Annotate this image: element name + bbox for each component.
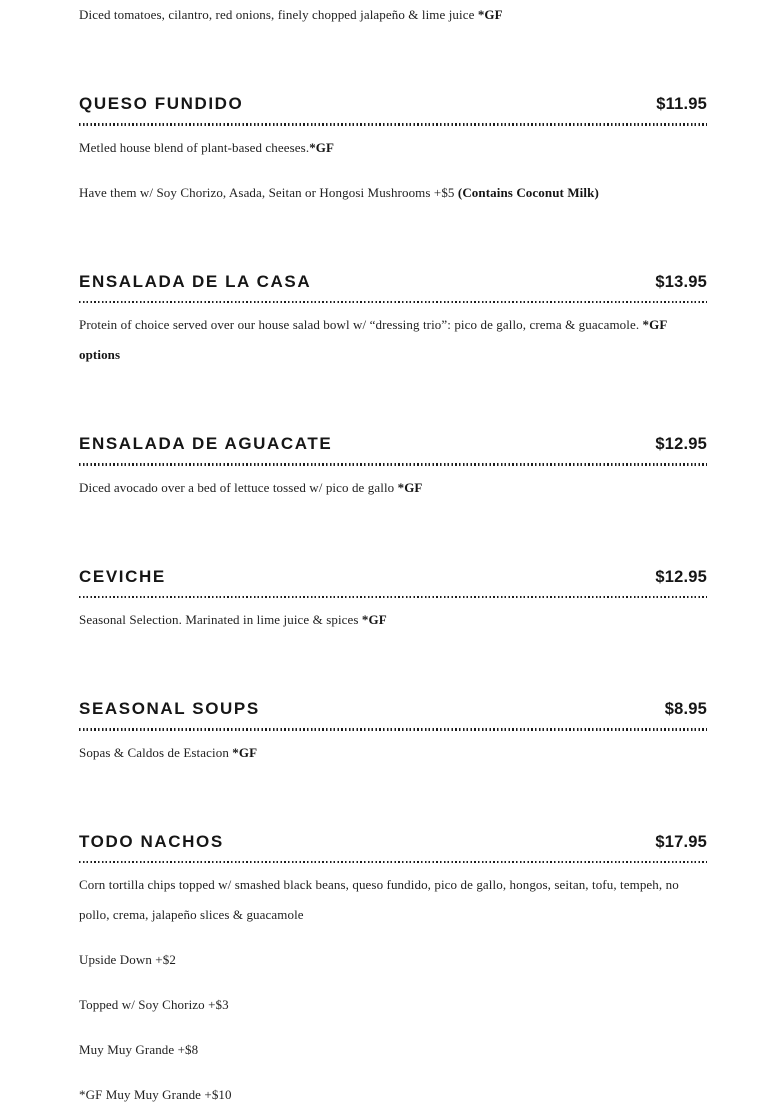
item-description <box>79 310 707 370</box>
item-price: $13.95 <box>655 272 707 292</box>
dotted-divider <box>79 463 707 466</box>
item-description <box>79 1035 707 1065</box>
item-description <box>79 133 707 163</box>
description-text: Sopas & Caldos de Estacion <box>79 745 232 760</box>
dotted-divider <box>79 596 707 599</box>
item-name: CEVICHE <box>79 567 166 587</box>
item-header <box>79 94 707 114</box>
description-text: Have them w/ Soy Chorizo, Asada, Seitan or Hongosi Mushrooms +$5 <box>79 185 458 200</box>
item-description <box>79 605 707 635</box>
menu-item-queso-fundido <box>79 94 707 208</box>
item-header <box>79 699 707 719</box>
item-price: $17.95 <box>655 832 707 852</box>
menu-item-ceviche <box>79 567 707 636</box>
dotted-divider <box>79 123 707 126</box>
item-price: $11.95 <box>656 94 707 114</box>
description-text: Diced avocado over a bed of lettuce tossed w/ pico de gallo <box>79 480 398 495</box>
item-header <box>79 567 707 587</box>
description-text: Seasonal Selection. Marinated in lime juice & spices <box>79 612 362 627</box>
gf-tag: *GF <box>398 480 423 495</box>
contains-note: (Contains Coconut Milk) <box>458 185 599 200</box>
description-text: Protein of choice served over our house salad bowl w/ “dressing trio”: pico de gallo, crema & guacamole. <box>79 317 643 332</box>
dotted-divider <box>79 728 707 731</box>
dotted-divider <box>79 301 707 304</box>
item-description <box>79 738 707 768</box>
menu-item-ensalada-de-aguacate <box>79 434 707 503</box>
gf-tag: *GF <box>362 612 387 627</box>
item-name: SEASONAL SOUPS <box>79 699 260 719</box>
intro-description <box>79 0 707 30</box>
item-description <box>79 945 707 975</box>
gf-tag: *GF <box>309 140 334 155</box>
item-name: ENSALADA DE AGUACATE <box>79 434 332 454</box>
description-text: Upside Down +$2 <box>79 952 176 967</box>
item-name: ENSALADA DE LA CASA <box>79 272 311 292</box>
item-description <box>79 473 707 503</box>
item-price: $12.95 <box>655 434 707 454</box>
menu-item-seasonal-soups <box>79 699 707 768</box>
menu-item-todo-nachos <box>79 832 707 1110</box>
description-text: Topped w/ Soy Chorizo +$3 <box>79 997 229 1012</box>
item-header <box>79 832 707 852</box>
item-price: $8.95 <box>665 699 707 719</box>
item-description <box>79 1080 707 1110</box>
dotted-divider <box>79 861 707 864</box>
menu-item-ensalada-de-la-casa <box>79 272 707 371</box>
item-name: TODO NACHOS <box>79 832 224 852</box>
item-description <box>79 990 707 1020</box>
item-price: $12.95 <box>655 567 707 587</box>
item-header <box>79 434 707 454</box>
gf-tag: *GF <box>232 745 257 760</box>
description-text: *GF Muy Muy Grande +$10 <box>79 1087 232 1102</box>
description-text: Muy Muy Grande +$8 <box>79 1042 198 1057</box>
description-text: Corn tortilla chips topped w/ smashed black beans, queso fundido, pico de gallo, hongos, seitan, tofu, tempeh, no pollo, crema, jalapeño slices & guacamole <box>79 877 679 922</box>
item-header <box>79 272 707 292</box>
description-text: Metled house blend of plant-based cheeses. <box>79 140 309 155</box>
gf-tag: *GF <box>478 7 503 22</box>
description-text: Diced tomatoes, cilantro, red onions, finely chopped jalapeño & lime juice <box>79 7 478 22</box>
item-description <box>79 178 707 208</box>
gf-tag: *GF options <box>79 317 667 362</box>
item-description <box>79 870 707 930</box>
item-name: QUESO FUNDIDO <box>79 94 243 114</box>
